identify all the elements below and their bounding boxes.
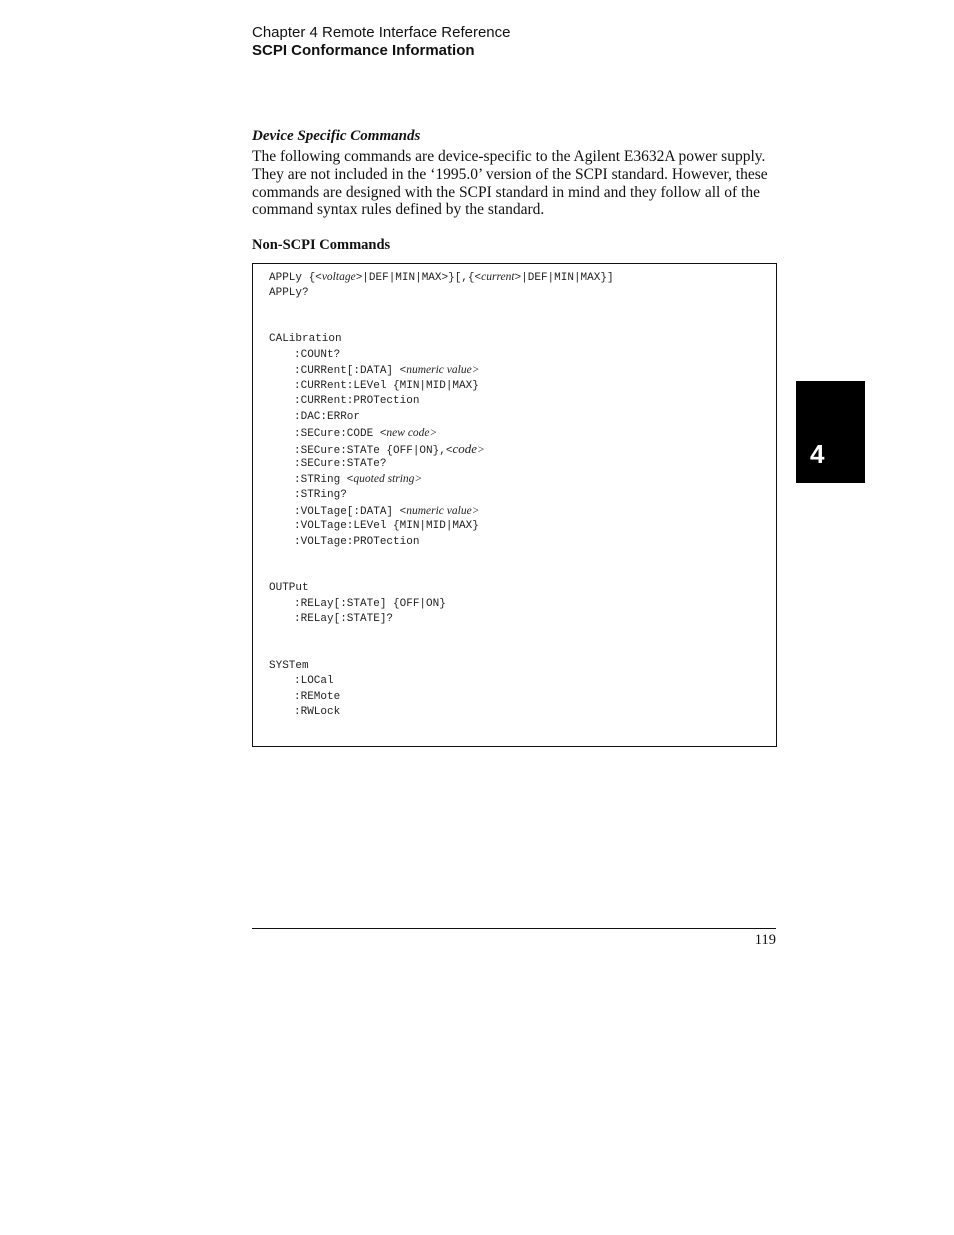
footer-rule xyxy=(252,928,776,929)
command-list xyxy=(269,270,614,721)
page-number: 119 xyxy=(754,932,776,948)
device-specific-heading: Device Specific Commands xyxy=(252,128,421,144)
spacer xyxy=(269,301,614,316)
cal-secure-state-query: :SECure:STATe? xyxy=(294,457,387,470)
output-relay-state: :RELay[:STATe] {OFF|ON} xyxy=(294,597,446,610)
output-relay-state-query: :RELay[:STATE]? xyxy=(294,613,394,626)
running-header-chapter: Chapter 4 Remote Interface Reference xyxy=(252,24,511,41)
spacer xyxy=(269,566,614,581)
apply-command: APPLy {<voltage>|DEF|MIN|MAX>}[,{<current>|DEF|MIN|MAX}] xyxy=(269,271,614,284)
apply-query: APPLy? xyxy=(269,286,309,299)
cal-string: :STRing <quoted string> xyxy=(294,473,423,487)
spacer xyxy=(269,317,614,332)
system-local: :LOCal xyxy=(294,675,334,688)
output-root: OUTPut xyxy=(269,582,309,595)
non-scpi-heading: Non-SCPI Commands xyxy=(252,237,391,253)
spacer xyxy=(269,628,614,643)
running-header-section: SCPI Conformance Information xyxy=(252,42,475,59)
cal-secure-state: :SECure:STATe {OFF|ON},<code> xyxy=(294,441,485,458)
cal-voltage-protection: :VOLTage:PROTection xyxy=(294,535,420,548)
calibration-root: CALibration xyxy=(269,332,342,345)
chapter-thumb-tab xyxy=(796,381,865,483)
cal-current-protection: :CURRent:PROTection xyxy=(294,395,420,408)
cal-voltage-data: :VOLTage[:DATA] <numeric value> xyxy=(294,504,480,518)
cal-voltage-level: :VOLTage:LEVel {MIN|MID|MAX} xyxy=(294,520,479,533)
cal-secure-code: :SECure:CODE <new code> xyxy=(294,426,438,440)
cal-dac-error: :DAC:ERRor xyxy=(294,410,361,423)
spacer xyxy=(269,550,614,565)
cal-string-query: :STRing? xyxy=(294,488,347,501)
cal-count: :COUNt? xyxy=(294,348,341,361)
system-remote: :REMote xyxy=(294,690,341,703)
chapter-tab-number: 4 xyxy=(810,439,825,469)
system-rwlock: :RWLock xyxy=(294,706,341,719)
system-root: SYSTem xyxy=(269,659,309,672)
cal-current-level: :CURRent:LEVel {MIN|MID|MAX} xyxy=(294,379,479,392)
device-specific-paragraph: The following commands are device-specific to the Agilent E3632A power supply. They are not included in the ‘1995.0’ version of the SCPI standard. However, these commands are designed with the SCPI standard in mind and they follow all of the command syntax rules defined by the standard. xyxy=(252,148,768,219)
cal-current-data: :CURRent[:DATA] <numeric value> xyxy=(294,364,480,378)
command-listing-box xyxy=(252,263,777,747)
spacer xyxy=(269,643,614,658)
